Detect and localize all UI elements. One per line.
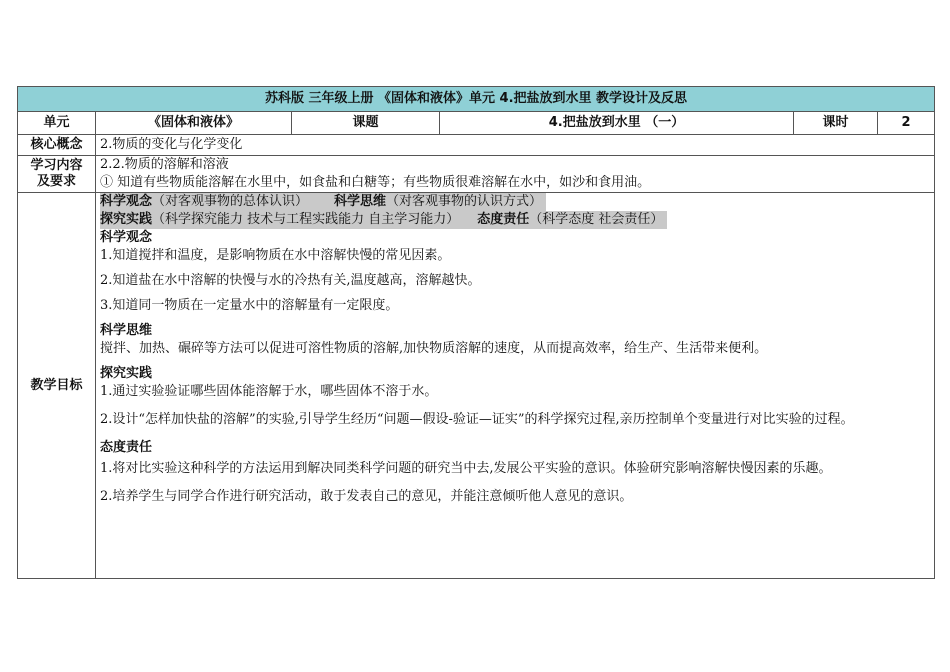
hours-value: 2 — [878, 112, 935, 135]
unit-value: 《固体和液体》 — [96, 112, 292, 135]
hours-label: 课时 — [794, 112, 878, 135]
goals-legend-2 — [100, 211, 930, 229]
legend-row-2 — [100, 211, 667, 229]
legend-c-title: 探究实践 — [100, 212, 153, 227]
legend-a-desc: （对客观事物的总体认识） — [152, 194, 309, 209]
goals-label: 教学目标 — [18, 193, 96, 579]
concept-item-3: 3.知道同一物质在一定量水中的溶解量有一定限度。 — [100, 298, 399, 313]
topic-value: 4.把盐放到水里 （一） — [440, 112, 794, 135]
attitude-item-2: 2.培养学生与同学合作进行研究活动，敢于发表自己的意见，并能注意倾听他人意见的意识。 — [100, 489, 633, 504]
unit-label: 单元 — [18, 112, 96, 135]
thinking-item-1: 搅拌、加热、碾碎等方法可以促进可溶性物质的溶解,加快物质溶解的速度，从而提高效率，给生产、生活带来便利。 — [100, 341, 768, 356]
attitude-item-1: 1.将对比实验这种科学的方法运用到解决同类科学问题的研究当中去,发展公平实验的意识。体验研究影响溶解快慢因素的乐趣。 — [100, 461, 832, 476]
learning-label — [18, 156, 96, 193]
learning-content — [96, 156, 935, 193]
legend-row-1 — [100, 193, 546, 211]
legend-d-desc: （科学态度 社会责任） — [529, 212, 664, 227]
core-concept-value: 2.物质的变化与化学变化 — [96, 135, 935, 156]
legend-b-title: 科学思维 — [334, 194, 387, 209]
legend-a-title: 科学观念 — [100, 194, 153, 209]
core-concept-label: 核心概念 — [18, 135, 96, 156]
learning-label-line2: 及要求 — [36, 174, 76, 189]
learning-label-line1: 学习内容 — [30, 158, 83, 173]
practice-item-1: 1.通过实验验证哪些固体能溶解于水，哪些固体不溶于水。 — [100, 384, 438, 399]
document-title: 苏科版 三年级上册 《固体和液体》单元 4.把盐放到水里 教学设计及反思 — [18, 87, 935, 112]
practice-item-2: 2.设计“怎样加快盐的溶解”的实验,引导学生经历“问题—假设-验证—证实”的科学探究过程,亲历控制单个变量进行对比实验的过程。 — [100, 412, 854, 427]
section-thinking-title: 科学思维 — [100, 323, 153, 338]
learning-line2: ① 知道有些物质能溶解在水里中，如食盐和白糖等；有些物质很难溶解在水中，如沙和食用油。 — [100, 175, 651, 190]
legend-b-desc: （对客观事物的认识方式） — [386, 194, 543, 209]
lesson-plan-document — [17, 86, 934, 579]
concept-item-2: 2.知道盐在水中溶解的快慢与水的冷热有关,温度越高，溶解越快。 — [100, 273, 481, 288]
legend-d-title: 态度责任 — [477, 212, 530, 227]
section-attitude-title: 态度责任 — [100, 440, 153, 455]
concept-item-1: 1.知道搅拌和温度，是影响物质在水中溶解快慢的常见因素。 — [100, 248, 451, 263]
goals-legend — [100, 193, 930, 211]
lesson-plan-table — [17, 86, 935, 579]
section-concept-title: 科学观念 — [100, 230, 153, 245]
goals-content — [96, 193, 935, 579]
legend-c-desc: （科学探究能力 技术与工程实践能力 自主学习能力） — [152, 212, 460, 227]
topic-label: 课题 — [292, 112, 440, 135]
learning-line1: 2.2.物质的溶解和溶液 — [100, 157, 229, 172]
section-practice-title: 探究实践 — [100, 366, 153, 381]
